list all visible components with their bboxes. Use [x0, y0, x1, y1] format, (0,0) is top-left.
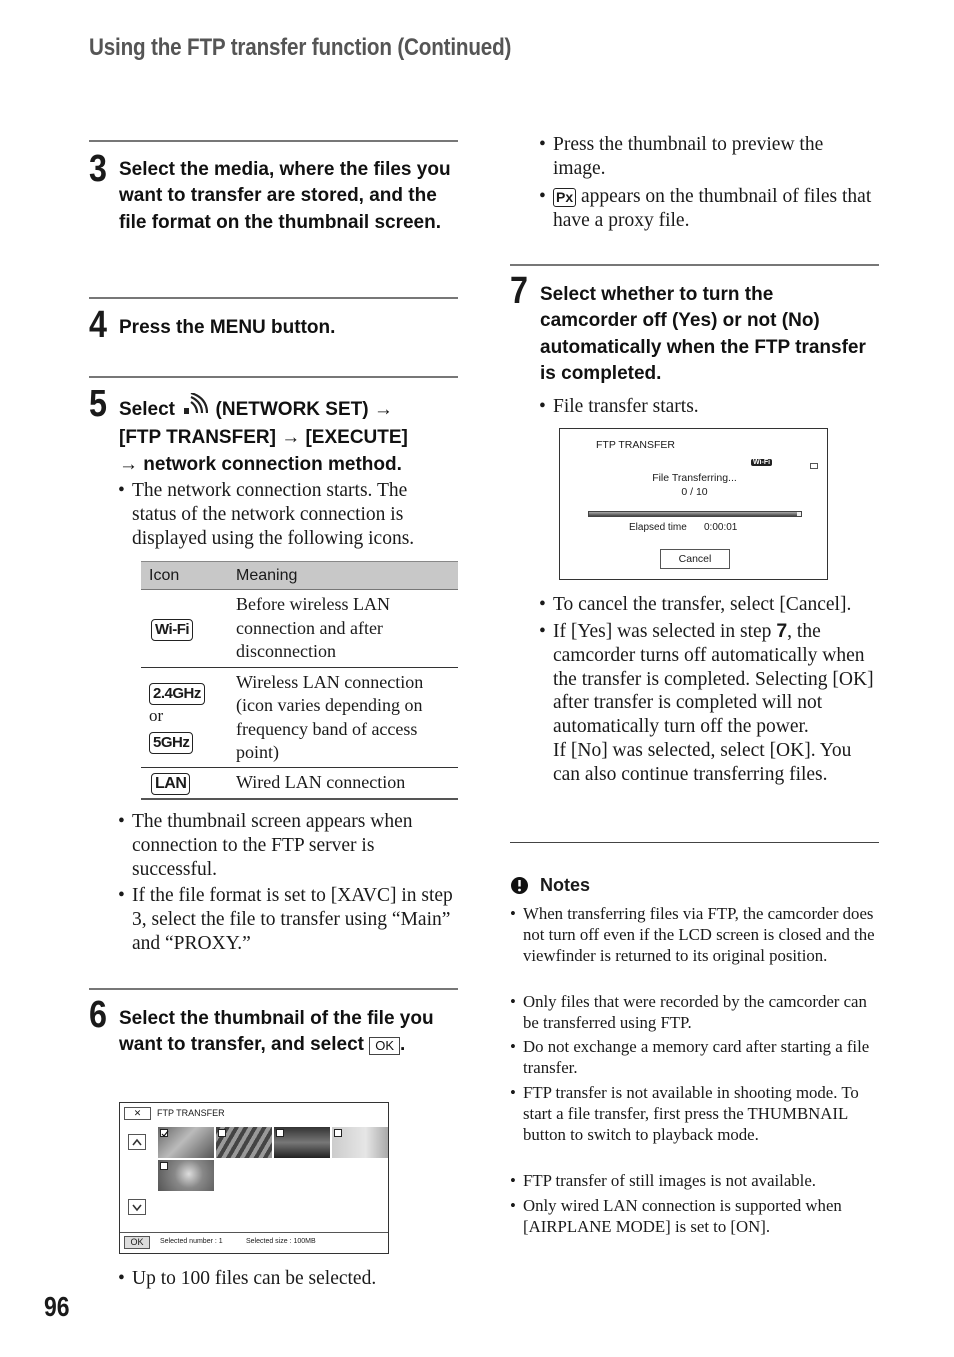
- step-5-line2: [FTP TRANSFER] → [EXECUTE]: [119, 427, 408, 449]
- list-item: • If [Yes] was selected in step 7, the camcorder turns off automatically when the transfer is completed. Selecting [OK] after transfer is completed will not automatically turn off the power. If [No] was selected, select [OK]. You can also continue transferring files.: [539, 620, 874, 785]
- step-3-number: 3: [89, 148, 107, 190]
- transfer-count: 0 / 10: [681, 486, 708, 498]
- table-cell-meaning: Wired LAN connection: [228, 768, 458, 799]
- proxy-icon: Px: [553, 188, 576, 207]
- or-label: or: [149, 705, 164, 725]
- battery-icon: [810, 463, 818, 469]
- thumbnail[interactable]: [158, 1127, 214, 1158]
- note-item: • Do not exchange a memory card after starting a file transfer.: [510, 1037, 870, 1077]
- step-6-number: 6: [89, 994, 107, 1036]
- step-divider: [510, 264, 879, 266]
- wifi-5ghz-icon: 5GHz: [149, 732, 193, 754]
- table-row: [141, 768, 458, 799]
- table-header-meaning: Meaning: [228, 562, 458, 590]
- selected-size: Selected size : 100MB: [246, 1238, 316, 1245]
- step-5-line1: (NETWORK SET) →: [215, 399, 393, 420]
- list-item: • The thumbnail screen appears when connection to the FTP server is successful.: [118, 811, 413, 880]
- close-button[interactable]: ✕: [124, 1107, 151, 1120]
- step-divider: [89, 988, 458, 990]
- thumbnail[interactable]: [274, 1127, 330, 1158]
- list-item: • If the file format is set to [XAVC] in step 3, select the file to transfer using “Main” and “PROXY.”: [118, 885, 453, 954]
- page-number: 96: [44, 1291, 70, 1322]
- thumbnail-checkbox[interactable]: [276, 1129, 284, 1137]
- wifi-2-4ghz-icon: 2.4GHz: [149, 683, 205, 705]
- step-3-text: Select the media, where the files you want to transfer are stored, and the file format on the thumbnail screen.: [119, 159, 451, 233]
- list-item: • To cancel the transfer, select [Cancel].: [539, 594, 852, 615]
- wifi-icon: Wi-Fi: [753, 459, 771, 466]
- step-5-line3: → network connection method.: [119, 453, 402, 475]
- thumbnail-checkbox[interactable]: [160, 1162, 168, 1170]
- scroll-down-button[interactable]: [128, 1199, 146, 1215]
- progress-bar: [588, 511, 802, 517]
- ftp-transfer-screen: [559, 428, 828, 580]
- ok-button-icon: OK: [369, 1037, 400, 1055]
- lan-icon: LAN: [151, 773, 190, 795]
- step-5-select-word: Select: [119, 399, 175, 420]
- step-4-text: Press the MENU button.: [119, 317, 336, 338]
- thumbnail[interactable]: [216, 1127, 272, 1158]
- table-cell-meaning: Wireless LAN connection (icon varies depending on frequency band of access point): [228, 668, 458, 768]
- screen-title: FTP TRANSFER: [157, 1108, 225, 1118]
- step-5-number: 5: [89, 383, 107, 425]
- table-header-icon: Icon: [141, 562, 228, 590]
- cancel-button[interactable]: Cancel: [660, 549, 730, 569]
- elapsed-time-value: 0:00:01: [704, 522, 738, 533]
- caution-icon: [510, 876, 530, 896]
- note-item: • Only wired LAN connection is supported when [AIRPLANE MODE] is set to [ON].: [510, 1196, 842, 1236]
- screen-title: FTP TRANSFER: [596, 439, 675, 451]
- icon-meaning-table: [141, 561, 458, 800]
- list-item: • Up to 100 files can be selected.: [118, 1268, 377, 1289]
- list-item: • Px appears on the thumbnail of files that have a proxy file.: [539, 186, 872, 231]
- wifi-icon: Wi-Fi: [151, 619, 193, 641]
- step-divider: [89, 297, 458, 299]
- step-5-text: [119, 393, 464, 478]
- scroll-up-button[interactable]: [128, 1134, 146, 1150]
- thumbnail-checkbox[interactable]: [334, 1129, 342, 1137]
- thumbnail-screen: [119, 1102, 389, 1254]
- thumbnail-checkbox[interactable]: [218, 1129, 226, 1137]
- notes-divider: [510, 842, 879, 843]
- step-4-number: 4: [89, 304, 107, 346]
- progress-fill: [589, 512, 797, 516]
- note-item: • FTP transfer is not available in shooting mode. To start a file transfer, first press the THUMBNAIL button to switch to playback mode.: [510, 1083, 859, 1144]
- step-divider: [89, 140, 458, 142]
- step-7-text: Select whether to turn the camcorder off (Yes) or not (No) automatically when the FTP transfer is completed.: [540, 284, 866, 384]
- step-6-text: Select the thumbnail of the file you want to transfer, and select OK .: [119, 1008, 434, 1056]
- selected-number: Selected number : 1: [160, 1238, 223, 1245]
- note-item: • FTP transfer of still images is not available.: [510, 1171, 816, 1190]
- thumbnail-checkbox[interactable]: [160, 1129, 168, 1137]
- ok-button[interactable]: OK: [124, 1236, 150, 1249]
- table-cell-meaning: Before wireless LAN connection and after disconnection: [228, 590, 458, 668]
- page-header: Using the FTP transfer function (Continued): [89, 34, 512, 61]
- table-header-row: [141, 562, 458, 590]
- notes-title: Notes: [540, 875, 591, 895]
- list-item: • The network connection starts. The status of the network connection is displayed using the following icons.: [118, 480, 415, 549]
- transfer-status: File Transferring...: [652, 472, 737, 484]
- thumbnail[interactable]: [158, 1160, 214, 1191]
- step-divider: [89, 376, 458, 378]
- table-row: [141, 668, 458, 768]
- network-set-icon: [180, 393, 210, 425]
- note-item: • When transferring files via FTP, the camcorder does not turn off even if the LCD screen is closed and the viewfinder is returned to its original position.: [510, 904, 875, 965]
- step-7-number: 7: [510, 270, 528, 312]
- list-item: • File transfer starts.: [539, 396, 699, 417]
- note-item: • Only files that were recorded by the camcorder can be transferred using FTP.: [510, 992, 867, 1032]
- elapsed-time-label: Elapsed time: [629, 522, 687, 533]
- list-item: • Press the thumbnail to preview the image.: [539, 134, 824, 179]
- step-ref: 7: [776, 620, 788, 642]
- thumbnail[interactable]: [332, 1127, 388, 1158]
- table-row: [141, 590, 458, 668]
- divider: [120, 1232, 388, 1233]
